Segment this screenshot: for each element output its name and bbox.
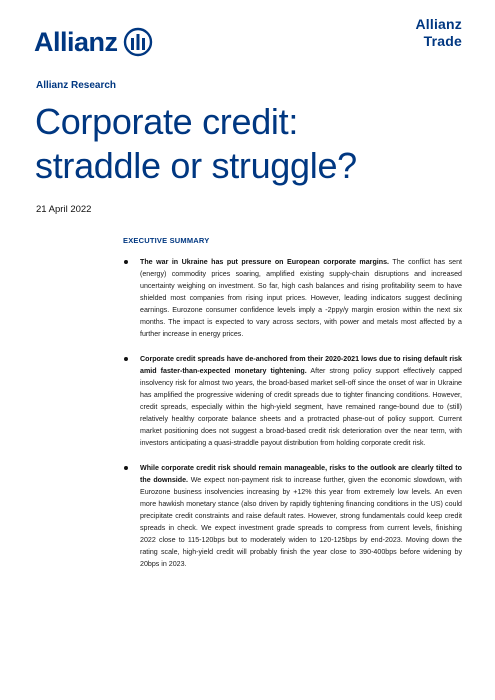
bullet-text (140, 256, 462, 340)
brand-line-2: Trade (423, 33, 462, 49)
summary-bullet (123, 353, 462, 449)
allianz-eagle-icon (123, 27, 153, 57)
title-line-2: straddle or struggle? (35, 145, 357, 186)
bullet-dot-icon (124, 357, 128, 361)
summary-bullet (123, 462, 462, 570)
executive-summary (123, 236, 462, 583)
logo-wordmark: Allianz (34, 27, 118, 57)
bullet-body: After strong policy support effectively capped insolvency risk for almost two years, the broad-based market sell-off since the onset of war in Ukraine has amplified the progressive widening of credit spreads due to tighter financing conditions. However, credit spreads, especially within the high-yield segment, have remained range-bound due to (still) relatively healthy corporate balance sheets and a protracted phase-out of policy support. Current market positioning does not suggest a broad-based credit risk deterioration over the near term, with investors anticipating a quasi-straddle payout distribution from holding corporate credit risk. (140, 367, 462, 447)
allianz-logo (34, 26, 153, 58)
bullet-dot-icon (124, 260, 128, 264)
section-label: Allianz Research (36, 80, 117, 91)
bullet-lead: While corporate credit risk should remain manageable, risks to the outlook are clearly tilted to the downside. (140, 464, 462, 484)
bullet-text (140, 353, 462, 449)
allianz-trade-brand (415, 16, 462, 50)
summary-bullet (123, 256, 462, 340)
summary-bullets (123, 256, 462, 570)
title-line-1: Corporate credit: (35, 101, 299, 142)
brand-line-1: Allianz (415, 16, 462, 32)
summary-heading: EXECUTIVE SUMMARY (123, 236, 210, 245)
bullet-body: The conflict has sent (energy) commodity prices soaring, amplified existing supply-chain disruptions and increased uncertainty weighing on investment. So far, high cash balances and rising profitability seem to have shielded most companies from rising input prices. However, leading indicators suggest declining earnings. Eurozone consumer confidence levels imply a -2ppy/y margin erosion within the next six months. The impact is expected to vary across sectors, with power and metals most affected by a further increase in energy prices. (140, 258, 462, 338)
publication-date: 21 April 2022 (36, 204, 92, 215)
bullet-text (140, 462, 462, 570)
bullet-dot-icon (124, 466, 128, 470)
page-title (35, 100, 455, 188)
bullet-lead: The war in Ukraine has put pressure on European corporate margins. (140, 258, 389, 266)
bullet-lead: Corporate credit spreads have de-anchored from their 2020-2021 lows due to rising default risk amid faster-than-expected monetary tightening. (140, 355, 462, 375)
bullet-body: We expect non-payment risk to increase further, given the economic slowdown, with Eurozone business insolvencies increasing by +12% this year from extremely low levels. An even more hawkish monetary stance (also driven by rapidly tightening financing conditions in the US) could precipitate credit constraints and raise default rates. However, strong fundamentals could keep credit spreads in check. We expect investment grade spreads to compress from current levels, finishing 2022 close to 115-120bps but to moderately widen to 120-125bps by end-2023. Moving down the rating scale, high-yield credit will probably finish the year close to 390-400bps before widening by 20bps in 2023. (140, 476, 462, 568)
